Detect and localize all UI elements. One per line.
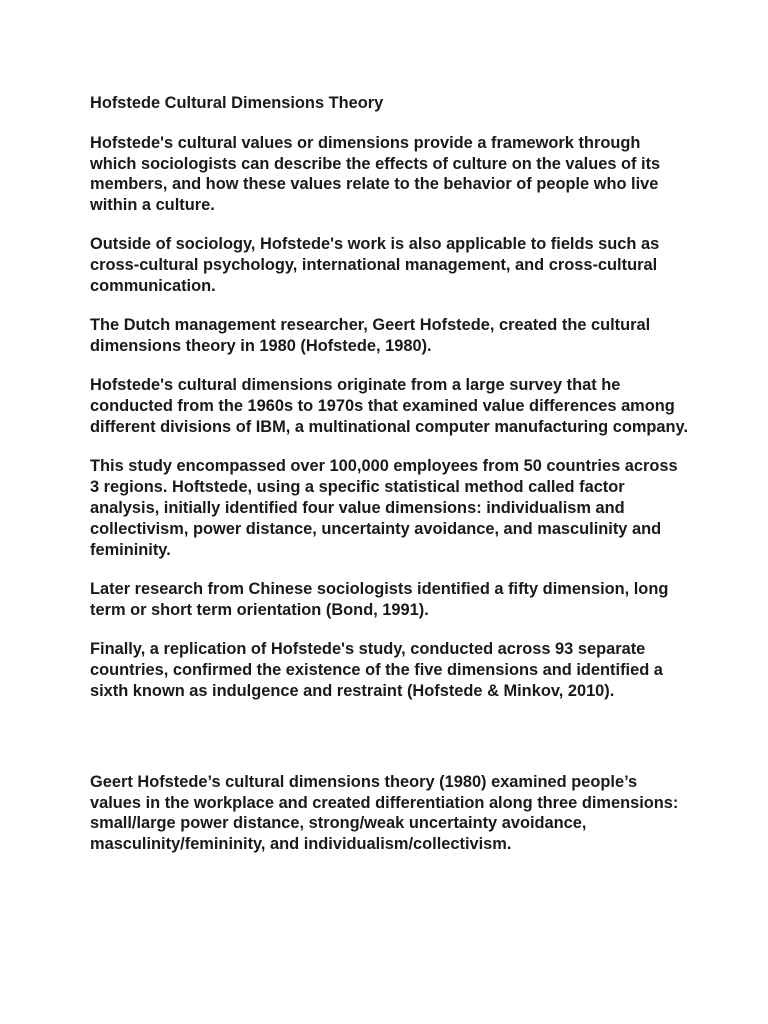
paragraph-6: Later research from Chinese sociologists identified a fifty dimension, long term or short term orientation (Bond, 1991). <box>90 579 669 619</box>
closing-paragraph: Geert Hofstede’s cultural dimensions theory (1980) examined people’s values in the workplace and created differentiation along three dimensions: small/large power distance, strong/weak uncertainty avoidance, masculinity/femininity, and individualism/collectivism. <box>90 772 679 854</box>
document-body <box>90 93 690 874</box>
paragraph-4: Hofstede's cultural dimensions originate from a large survey that he conducted from the 1960s to 1970s that examined value differences among different divisions of IBM, a multinational computer manufacturing company. <box>90 376 689 437</box>
paragraph-7: Finally, a replication of Hofstede's study, conducted across 93 separate countries, confirmed the existence of the five dimensions and identified a sixth known as indulgence and restraint (Hofstede & Minkov, 2010). <box>90 639 663 700</box>
section-spacer <box>90 720 690 772</box>
paragraph-2: Outside of sociology, Hofstede's work is also applicable to fields such as cross-cultural psychology, international management, and cross-cultural communication. <box>90 235 660 296</box>
paragraph-1: Hofstede's cultural values or dimensions provide a framework through which sociologists can describe the effects of culture on the values of its members, and how these values relate to the behavior of people who live within a culture. <box>90 133 661 215</box>
paragraph-5: This study encompassed over 100,000 employees from 50 countries across 3 regions. Hoftstede, using a specific statistical method called factor analysis, initially identified four value dimensions: individualism and collectivism, power distance, uncertainty avoidance, and masculinity and femininity. <box>90 457 678 559</box>
paragraph-3: The Dutch management researcher, Geert Hofstede, created the cultural dimensions theory in 1980 (Hofstede, 1980). <box>90 316 651 356</box>
document-title: Hofstede Cultural Dimensions Theory <box>90 94 384 112</box>
